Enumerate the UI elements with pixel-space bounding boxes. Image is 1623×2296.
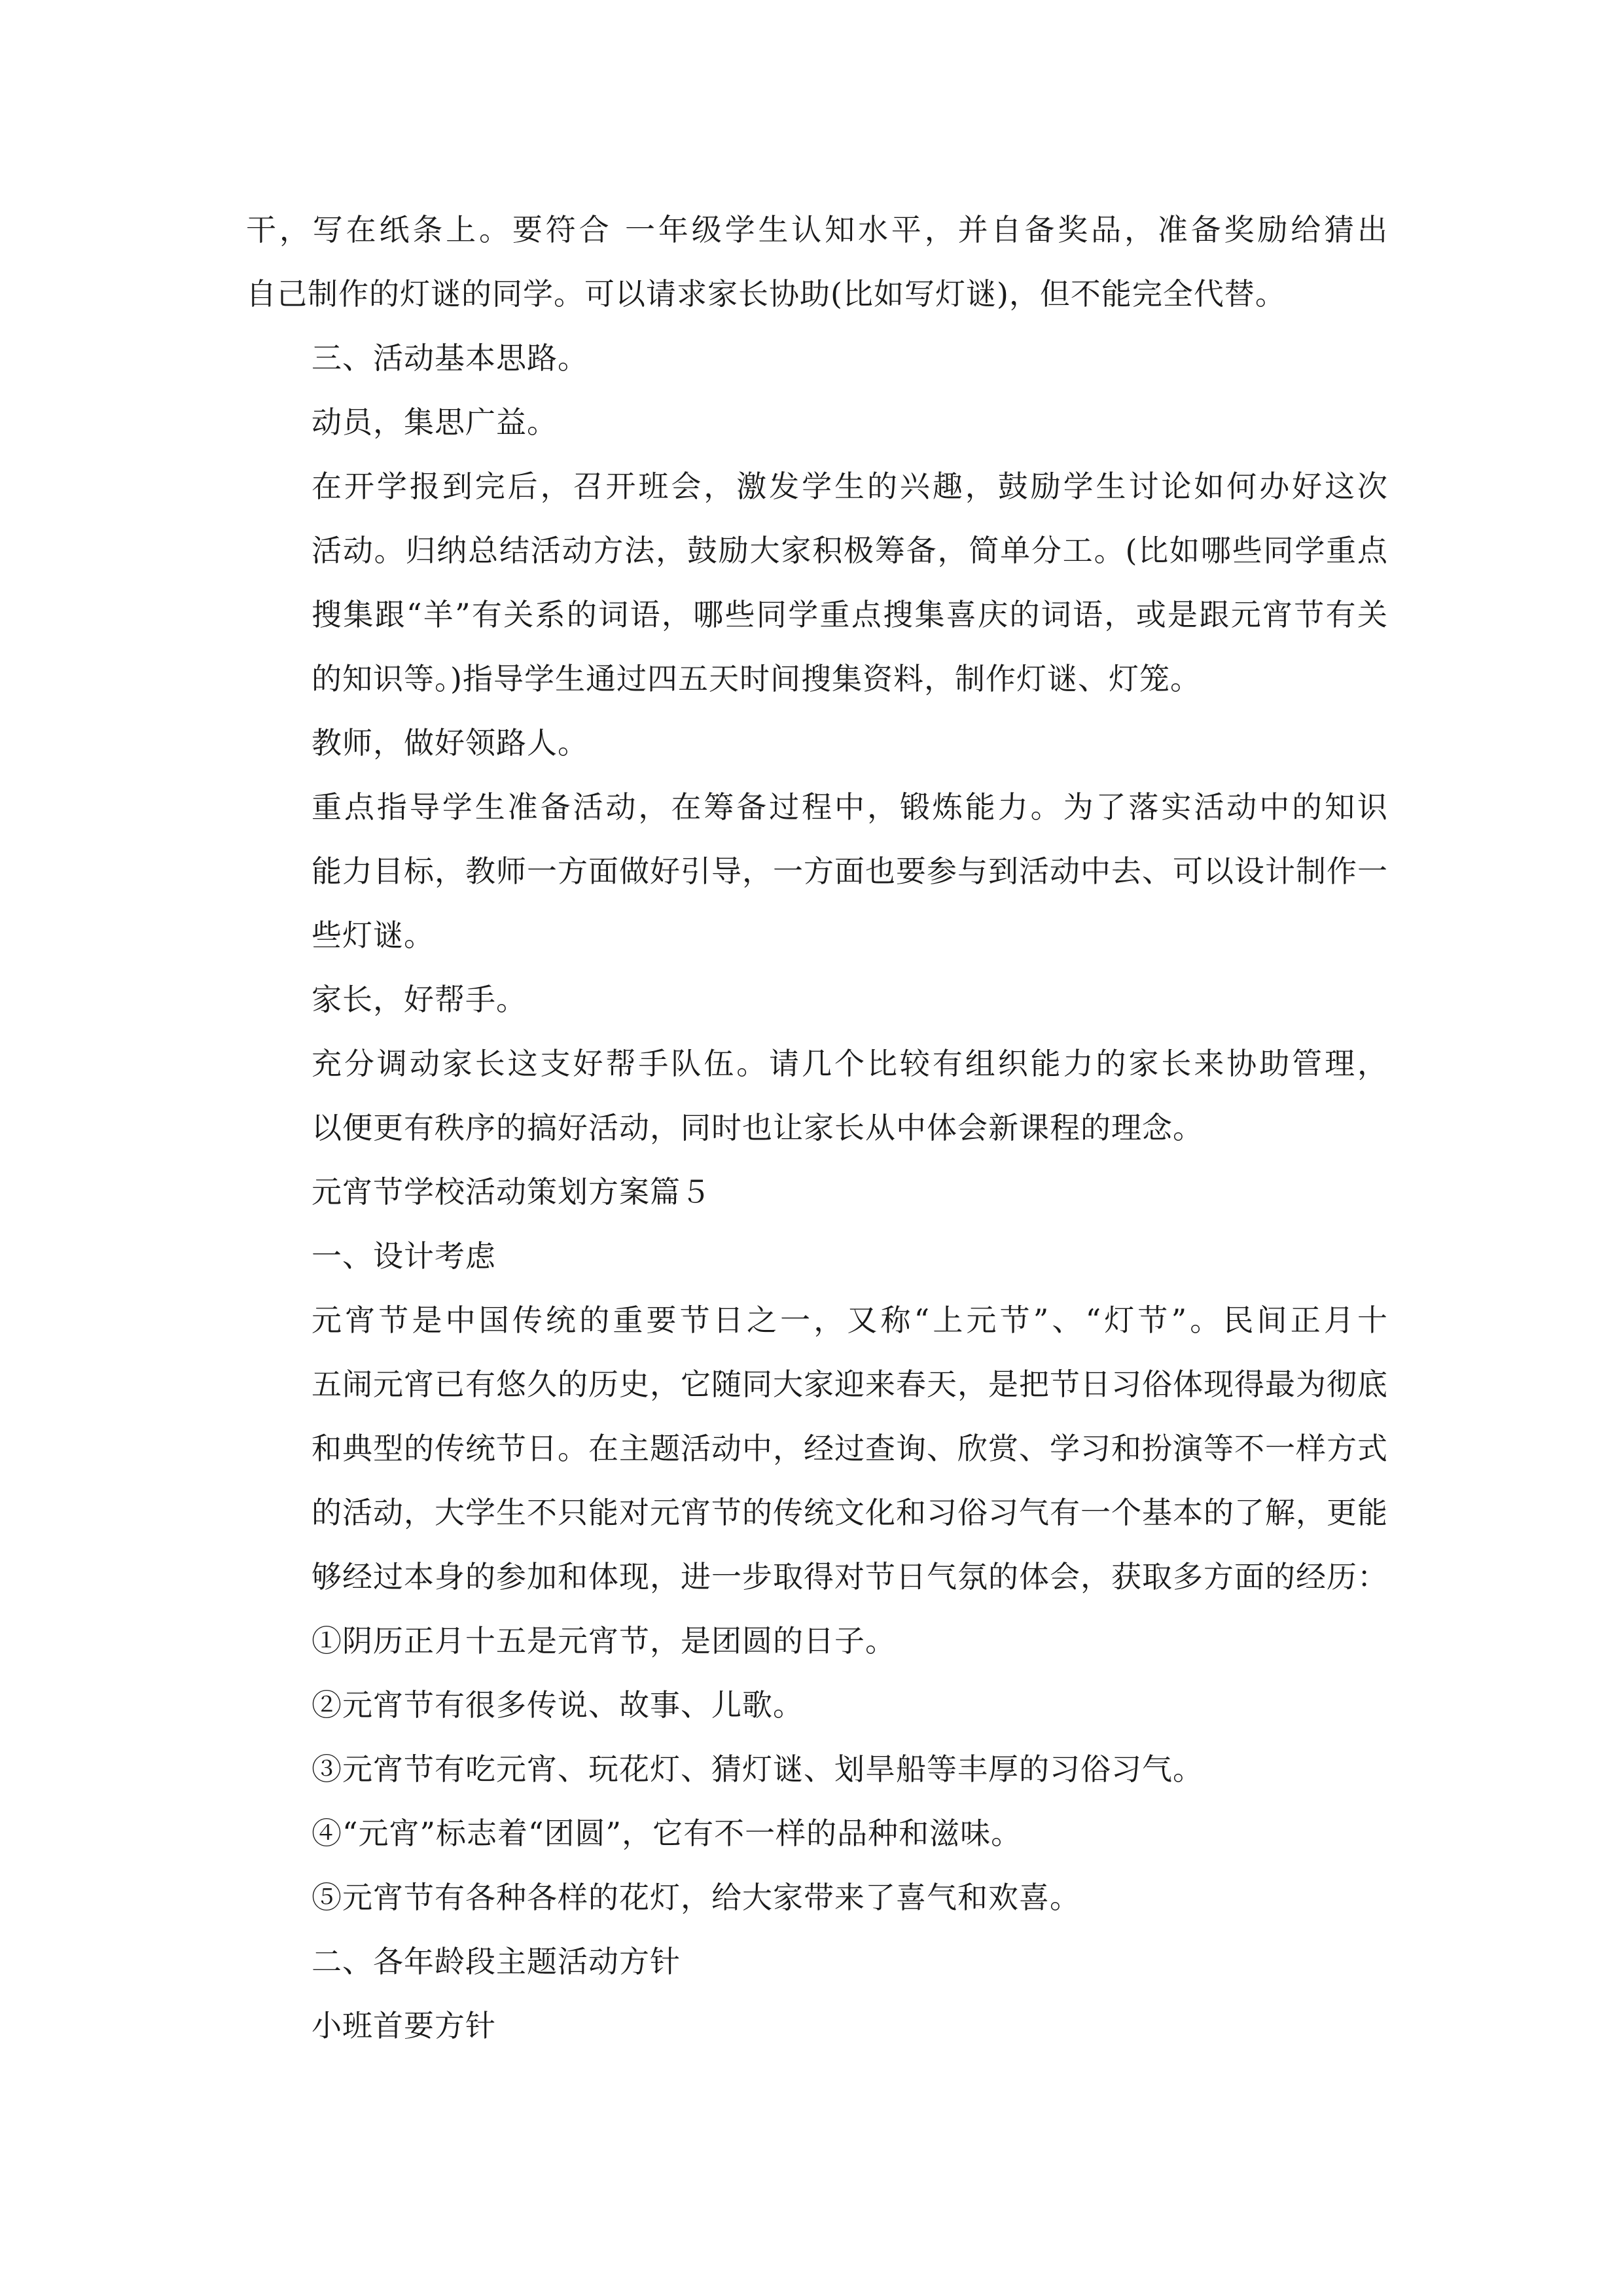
text-line: 干，写在纸条上。要符合 一年级学生认知水平，并自备奖品，准备奖励给猜出 [246,212,1388,247]
text-line: 家长，好帮手。 [312,982,527,1017]
text-line: 以便更有秩序的搞好活动，同时也让家长从中体会新课程的理念。 [312,1110,1204,1145]
text-line: ②元宵节有很多传说、故事、儿歌。 [312,1687,804,1723]
text-line: ③元宵节有吃元宵、玩花灯、猜灯谜、划旱船等丰厚的习俗习气。 [312,1751,1204,1787]
text-line: 五闹元宵已有悠久的历史，它随同大家迎来春天，是把节日习俗体现得最为彻底 [312,1367,1388,1402]
paragraph-p12 [246,1609,1388,1673]
paragraph-p17 [246,1929,1388,1994]
paragraph-p14 [246,1737,1388,1801]
paragraph-p18 [246,1994,1388,2058]
text-line: 重点指导学生准备活动，在筹备过程中，锻炼能力。为了落实活动中的知识 [312,789,1388,825]
document-body [246,198,1388,2058]
text-line: 活动。归纳总结活动方法，鼓励大家积极筹备，简单分工。(比如哪些同学重点 [312,533,1388,568]
paragraph-p15 [246,1801,1388,1865]
paragraph-p2 [246,326,1388,390]
text-line: 充分调动家长这支好帮手队伍。请几个比较有组织能力的家长来协助管理， [312,1046,1388,1081]
text-line: 的活动，大学生不只能对元宵节的传统文化和习俗习气有一个基本的了解，更能 [312,1495,1388,1530]
paragraph-p7 [246,967,1388,1031]
text-line: 动员，集思广益。 [312,404,558,440]
text-line: 能力目标，教师一方面做好引导，一方面也要参与到活动中去、可以设计制作一 [312,853,1388,889]
paragraph-p16 [246,1865,1388,1929]
paragraph-p5 [246,711,1388,775]
paragraph-p1 [246,198,1388,326]
paragraph-p13 [246,1673,1388,1737]
paragraph-p6 [246,775,1388,967]
paragraph-p10 [246,1224,1388,1288]
text-line: 一、设计考虑 [312,1238,496,1274]
text-line: ④“元宵”标志着“团圆”，它有不一样的品种和滋味。 [312,1816,1022,1851]
text-line: 元宵节学校活动策划方案篇５ [312,1174,711,1210]
text-line: 元宵节是中国传统的重要节日之一，又称“上元节”、“灯节”。民间正月十 [312,1302,1388,1338]
text-line: 三、活动基本思路。 [312,340,588,376]
text-line: 在开学报到完后，召开班会，激发学生的兴趣，鼓励学生讨论如何办好这次 [312,469,1388,504]
paragraph-p3 [246,390,1388,454]
paragraph-p4 [246,454,1388,711]
text-line: ①阴历正月十五是元宵节，是团圆的日子。 [312,1623,896,1659]
text-line: 的知识等。)指导学生通过四五天时间搜集资料，制作灯谜、灯笼。 [312,661,1201,696]
paragraph-p11 [246,1288,1388,1609]
text-line: 些灯谜。 [312,918,435,953]
text-line: ⑤元宵节有各种各样的花灯，给大家带来了喜气和欢喜。 [312,1880,1080,1915]
paragraph-p8 [246,1031,1388,1160]
text-line: 搜集跟“羊”有关系的词语，哪些同学重点搜集喜庆的词语，或是跟元宵节有关 [312,597,1388,632]
text-line: 和典型的传统节日。在主题活动中，经过查询、欣赏、学习和扮演等不一样方式 [312,1431,1388,1466]
text-line: 小班首要方针 [312,2008,496,2043]
paragraph-p9 [246,1160,1388,1224]
text-line: 够经过本身的参加和体现，进一步取得对节日气氛的体会，获取多方面的经历： [312,1559,1388,1594]
text-line: 二、各年龄段主题活动方针 [312,1944,681,1979]
text-line: 教师，做好领路人。 [312,725,588,761]
text-line: 自己制作的灯谜的同学。可以请求家长协助(比如写灯谜)，但不能完全代替。 [246,276,1286,312]
